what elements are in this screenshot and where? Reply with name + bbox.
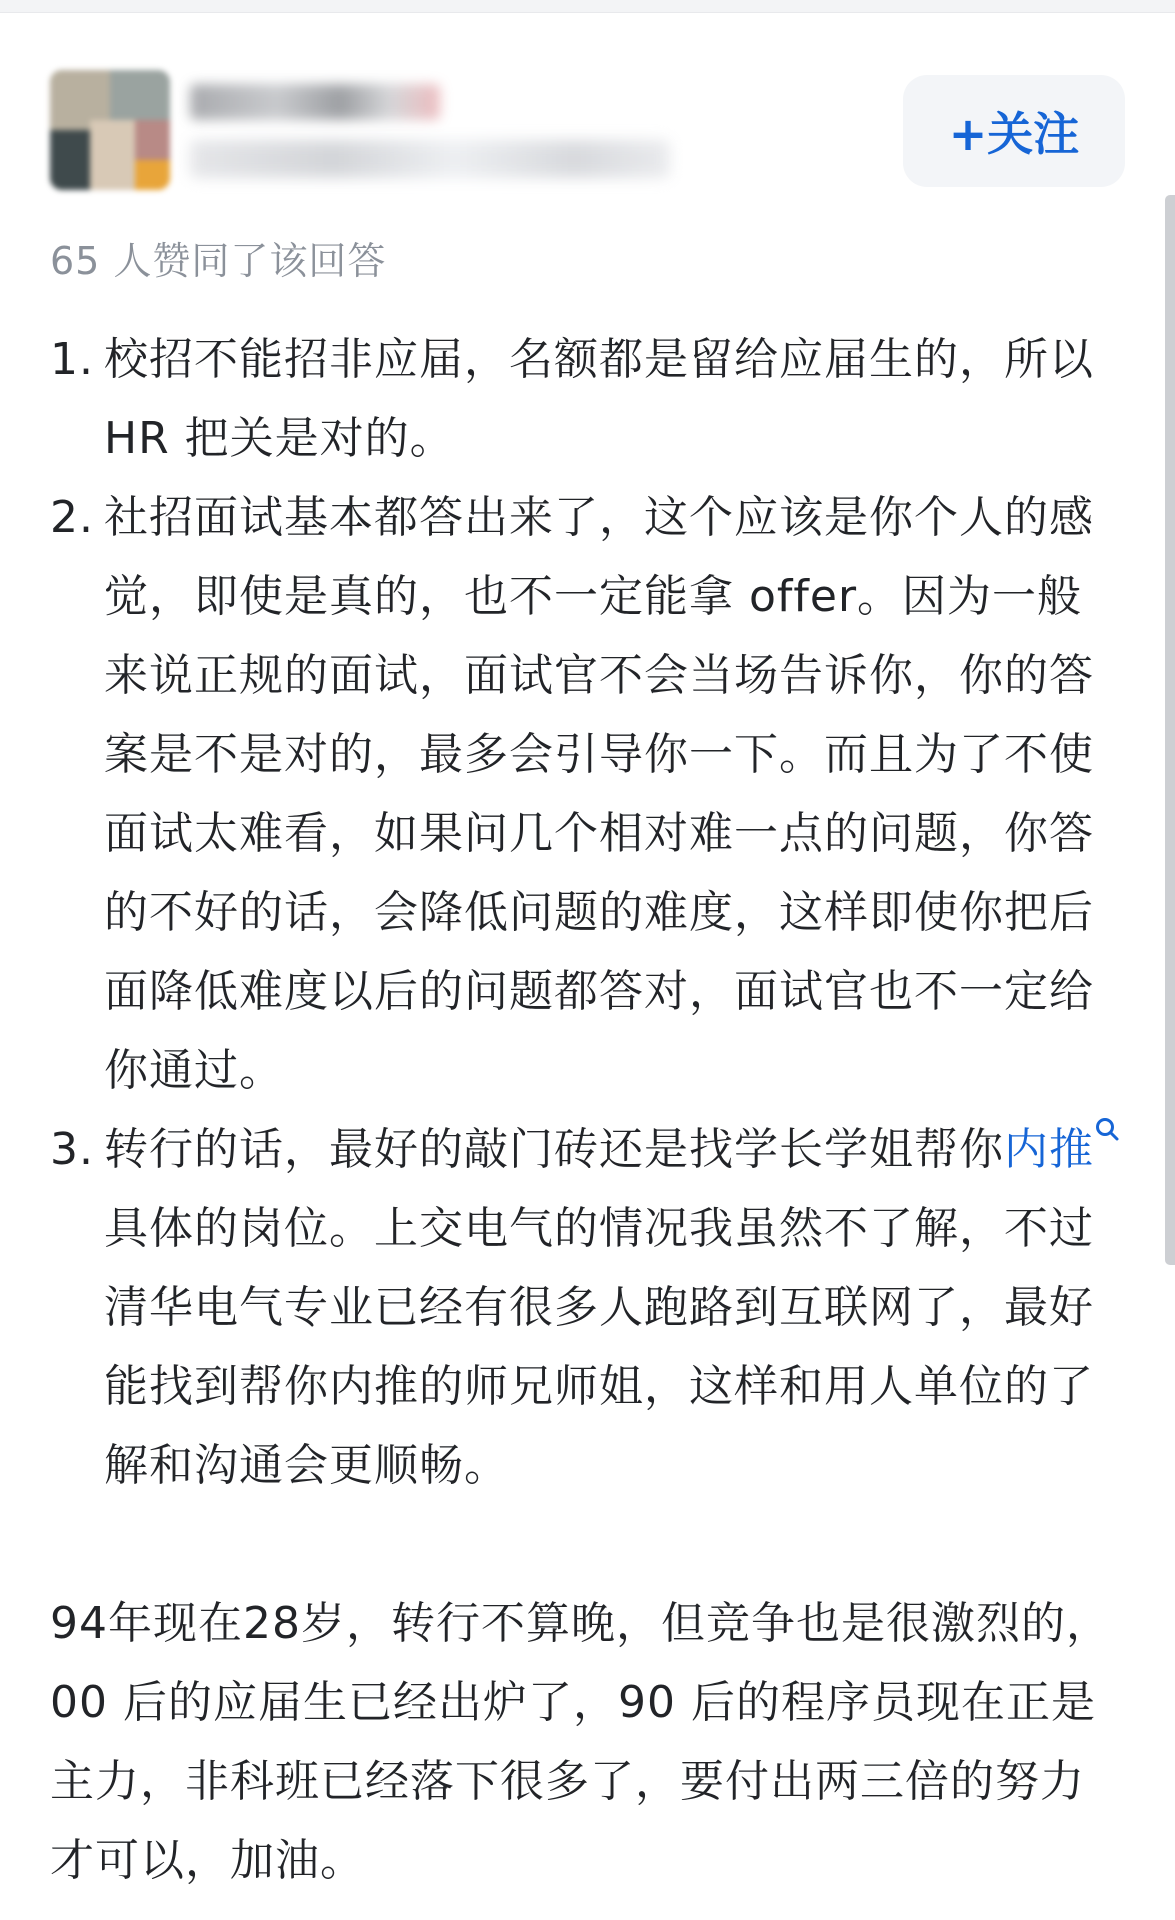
list-item bbox=[50, 320, 1125, 478]
scrollbar[interactable] bbox=[1165, 195, 1175, 1265]
avatar[interactable] bbox=[50, 70, 170, 190]
list-item-number: 1. bbox=[50, 334, 94, 385]
list-item-text: 转行的话，最好的敲门砖还是找学长学姐帮你 bbox=[104, 1124, 1004, 1175]
closing-paragraph: 94年现在28岁，转行不算晚，但竞争也是很激烈的，00 后的应届生已经出炉了，90 后的程序员现在正是主力，非科班已经落下很多了，要付出两三倍的努力才可以，加油。 bbox=[50, 1598, 1111, 1886]
vote-count: 65 人赞同了该回答 bbox=[50, 239, 387, 283]
author-name-redacted[interactable] bbox=[190, 84, 440, 120]
list-item-number: 3. bbox=[50, 1124, 94, 1175]
list-item-number: 2. bbox=[50, 492, 94, 543]
search-icon bbox=[1094, 1116, 1120, 1142]
follow-button[interactable]: +关注 bbox=[903, 75, 1125, 187]
list-item-text-continued: 具体的岗位。上交电气的情况我虽然不了解，不过清华电气专业已经有很多人跑路到互联网了，最好能找到帮你内推的师兄师姐，这样和用人单位的了解和沟通会更顺畅。 bbox=[104, 1203, 1094, 1491]
search-term-link-label[interactable]: 内推 bbox=[1004, 1124, 1094, 1175]
list-item-text: 校招不能招非应届，名额都是留给应届生的，所以 HR 把关是对的。 bbox=[104, 334, 1094, 464]
search-term-link[interactable] bbox=[1004, 1124, 1120, 1175]
answer-list bbox=[50, 320, 1125, 1505]
list-item-text: 社招面试基本都答出来了，这个应该是你个人的感觉，即使是真的，也不一定能拿 offer。因为一般来说正规的面试，面试官不会当场告诉你，你的答案是不是对的，最多会引导你一下。而且为了不使面试太难看，如果问几个相对难一点的问题，你答的不好的话，会降低问题的难度，这样即使你把后面降低难度以后的问题都答对，面试官也不一定给你通过。 bbox=[104, 492, 1094, 1096]
answer-content bbox=[50, 320, 1125, 1900]
list-item bbox=[50, 478, 1125, 1110]
author-header bbox=[50, 70, 1125, 190]
top-divider bbox=[0, 0, 1175, 13]
list-item bbox=[50, 1110, 1125, 1505]
author-bio-redacted bbox=[190, 140, 670, 178]
